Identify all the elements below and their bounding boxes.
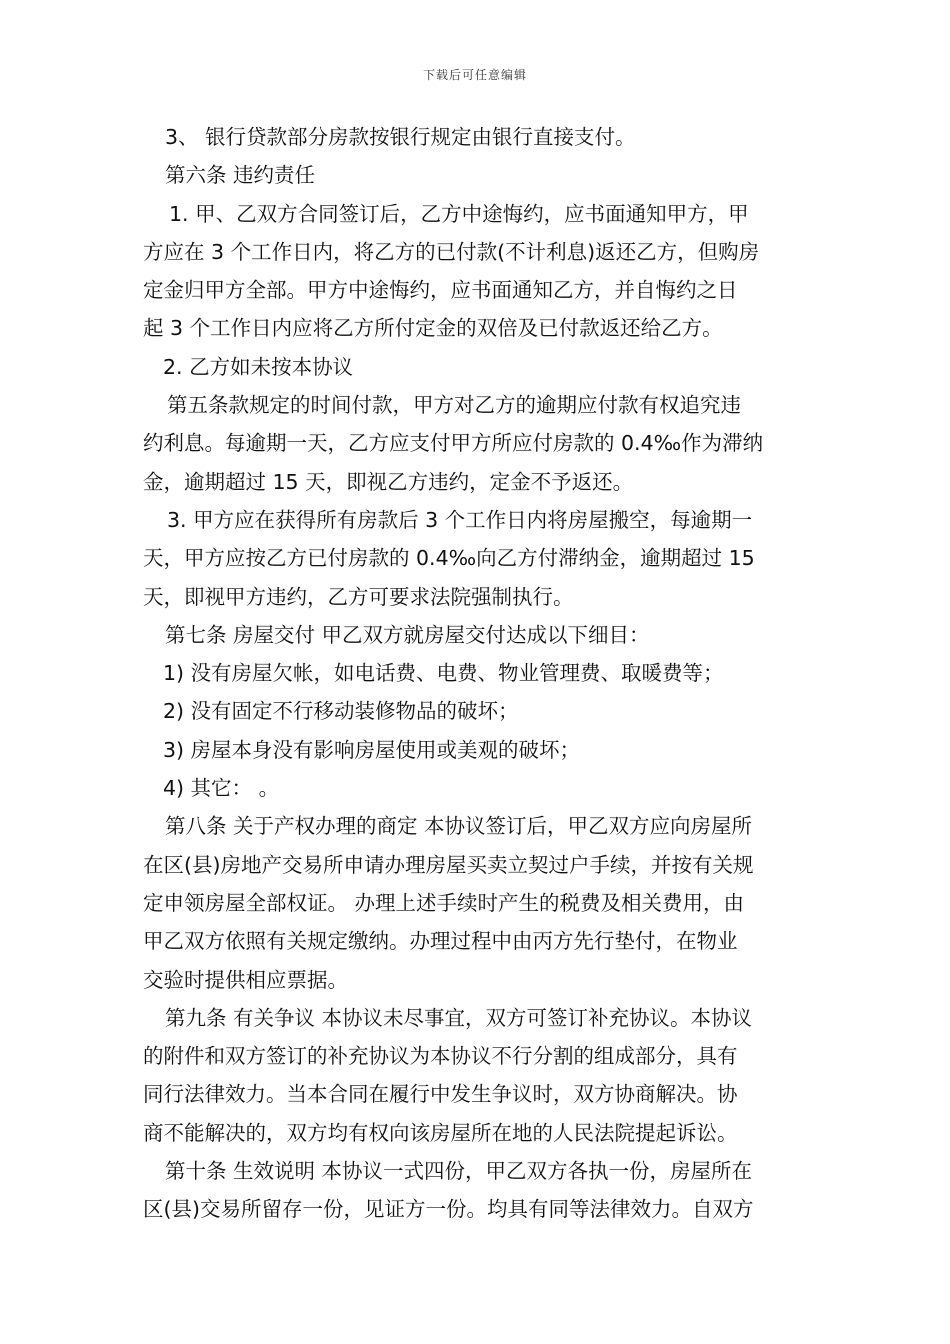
text-line: 2. 乙方如未按本协议 bbox=[163, 354, 354, 379]
text-line: 3. 甲方应在获得所有房款后 3 个工作日内将房屋搬空，每逾期一 bbox=[167, 507, 753, 532]
text-line: 定申领房屋全部权证。 办理上述手续时产生的税费及相关费用，由 bbox=[143, 890, 745, 915]
text-line: 甲乙双方依照有关规定缴纳。办理过程中由丙方先行垫付，在物业 bbox=[143, 929, 738, 954]
text-line: 天，即视甲方违约，乙方可要求法院强制执行。 bbox=[143, 584, 574, 609]
text-line: 在区(县)房地产交易所申请办理房屋买卖立契过户手续，并按有关规 bbox=[143, 852, 754, 877]
text-line: 方应在 3 个工作日内，将乙方的已付款(不计利息)返还乙方，但购房 bbox=[143, 239, 760, 264]
text-line: 天，甲方应按乙方已付房款的 0.4‰向乙方付滞纳金，逾期超过 15 bbox=[143, 546, 755, 571]
text-line: 金，逾期超过 15 天，即视乙方违约，定金不予返还。 bbox=[143, 469, 634, 494]
text-line: 约利息。每逾期一天，乙方应支付甲方所应付房款的 0.4‰作为滞纳 bbox=[143, 431, 764, 456]
text-line: 商不能解决的，双方均有权向该房屋所在地的人民法院提起诉讼。 bbox=[143, 1120, 738, 1145]
list-item: 3) 房屋本身没有影响房屋使用或美观的破坏； bbox=[163, 737, 581, 762]
section-heading: 第十条 生效说明 本协议一式四份，甲乙双方各执一份，房屋所在 bbox=[165, 1159, 753, 1184]
text-line: 的附件和双方签订的补充协议为本协议不行分割的组成部分，具有 bbox=[143, 1044, 738, 1069]
list-item: 4) 其它： 。 bbox=[163, 776, 280, 801]
text-line: 起 3 个工作日内应将乙方所付定金的双倍及已付款返还给乙方。 bbox=[143, 316, 723, 341]
section-heading: 第八条 关于产权办理的商定 本协议签订后，甲乙双方应向房屋所 bbox=[165, 814, 753, 839]
text-line: 定金归甲方全部。甲方中途悔约，应书面通知乙方，并自悔约之日 bbox=[143, 278, 738, 303]
list-item: 1) 没有房屋欠帐，如电话费、电费、物业管理费、取暖费等； bbox=[163, 661, 724, 686]
text-line: 交验时提供相应票据。 bbox=[143, 967, 348, 992]
text-line: 1. 甲、乙双方合同签订后，乙方中途悔约，应书面通知甲方，甲 bbox=[169, 201, 749, 226]
text-line: 3、 银行贷款部分房款按银行规定由银行直接支付。 bbox=[165, 125, 636, 149]
text-line: 第五条款规定的时间付款，甲方对乙方的逾期应付款有权追究违 bbox=[167, 393, 741, 418]
page-header: 下载后可任意编辑 bbox=[422, 68, 527, 82]
document-body bbox=[143, 118, 809, 1229]
section-heading: 第六条 违约责任 bbox=[165, 163, 316, 188]
list-item: 2) 没有固定不行移动装修物品的破坏； bbox=[163, 699, 519, 724]
section-heading: 第九条 有关争议 本协议未尽事宜，双方可签订补充协议。本协议 bbox=[165, 1005, 753, 1030]
section-heading: 第七条 房屋交付 甲乙双方就房屋交付达成以下细目： bbox=[165, 622, 650, 647]
text-line: 同行法律效力。当本合同在履行中发生争议时，双方协商解决。协 bbox=[143, 1082, 738, 1107]
text-line: 区(县)交易所留存一份，见证方一份。均具有同等法律效力。自双方 bbox=[143, 1197, 754, 1222]
